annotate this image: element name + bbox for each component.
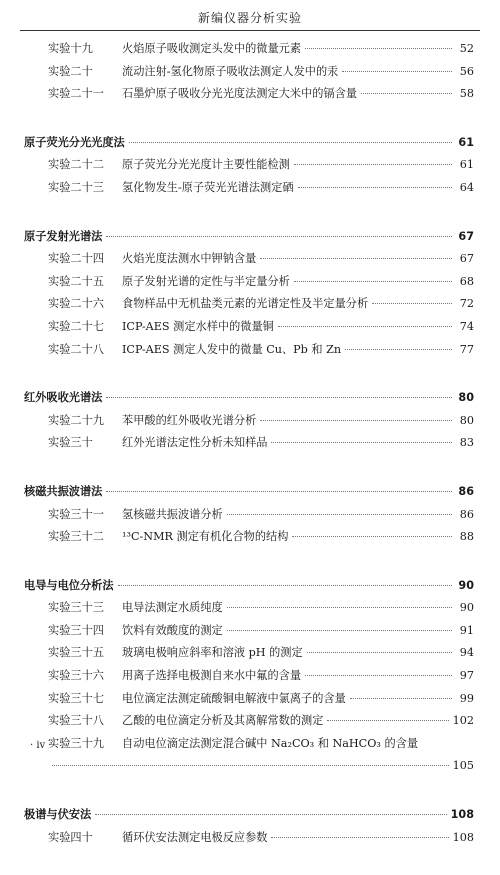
dot-leader	[305, 48, 452, 49]
toc-entry[interactable]	[24, 710, 474, 733]
dot-leader	[227, 514, 452, 515]
dot-leader	[271, 837, 448, 838]
experiment-number: 实验三十八	[48, 714, 104, 728]
toc-entry[interactable]	[24, 38, 474, 61]
chapter-heading[interactable]	[24, 226, 474, 249]
dot-leader	[278, 326, 452, 327]
experiment-title: 石墨炉原子吸收分光光度法测定大米中的镉含量	[122, 87, 357, 101]
chapter-title: 红外吸收光谱法	[24, 391, 103, 405]
experiment-number: 实验二十五	[48, 274, 104, 288]
running-header	[20, 0, 480, 31]
experiment-title: 自动电位滴定法测定混合碱中 Na₂CO₃ 和 NaHCO₃ 的含量	[122, 736, 419, 750]
experiment-title: 循环伏安法测定电极反应参数	[122, 830, 268, 844]
experiment-number: 实验二十九	[48, 413, 104, 427]
toc-entry[interactable]	[24, 293, 474, 316]
chapter-heading[interactable]	[24, 387, 474, 410]
toc-entry[interactable]	[24, 432, 474, 455]
experiment-number: 实验二十八	[48, 342, 104, 356]
experiment-title: 苯甲酸的红外吸收光谱分析	[122, 413, 257, 427]
experiment-page: 90	[459, 601, 474, 615]
chapter-title: 原子荧光分光光度法	[24, 135, 125, 149]
experiment-number: 实验二十	[48, 64, 93, 78]
dot-leader	[118, 585, 452, 586]
toc-entry[interactable]	[24, 827, 474, 850]
experiment-title: 用离子选择电极测自来水中氟的含量	[122, 669, 302, 683]
experiment-page: 58	[459, 87, 474, 101]
dot-leader	[361, 93, 452, 94]
toc-entry[interactable]	[24, 83, 474, 106]
chapter-title: 电导与电位分析法	[24, 578, 114, 592]
experiment-title: 流动注射-氢化物原子吸收法测定人发中的汞	[122, 64, 339, 78]
dot-leader	[305, 675, 452, 676]
experiment-page: 108	[452, 830, 474, 844]
experiment-number: 实验二十二	[48, 158, 104, 172]
experiment-title: 原子荧光分光光度计主要性能检测	[122, 158, 290, 172]
toc-entry[interactable]	[24, 733, 474, 756]
experiment-page: 68	[459, 274, 474, 288]
chapter-page: 67	[458, 229, 474, 243]
dot-leader	[260, 420, 452, 421]
toc-entry[interactable]	[24, 248, 474, 271]
toc-section	[24, 387, 474, 455]
experiment-title: 火焰光度法测水中钾钠含量	[122, 252, 257, 266]
experiment-page: 77	[459, 342, 474, 356]
dot-leader	[345, 349, 452, 350]
experiment-number: 实验三十三	[48, 601, 104, 615]
experiment-page: 74	[459, 319, 474, 333]
experiment-page: 67	[459, 252, 474, 266]
dot-leader	[52, 765, 449, 766]
experiment-title: 乙酸的电位滴定分析及其离解常数的测定	[122, 714, 324, 728]
experiment-page: 97	[459, 669, 474, 683]
toc-entry[interactable]	[24, 410, 474, 433]
dot-leader	[327, 720, 448, 721]
dot-leader	[372, 303, 452, 304]
experiment-number: 实验三十四	[48, 623, 104, 637]
experiment-number: 实验三十一	[48, 507, 104, 521]
experiment-title: ICP-AES 测定水样中的微量铜	[122, 319, 274, 333]
toc-section	[24, 575, 474, 778]
running-header-title: 新编仪器分析实验	[197, 11, 302, 25]
dot-leader	[106, 236, 452, 237]
chapter-heading[interactable]	[24, 481, 474, 504]
experiment-number: 实验三十七	[48, 691, 104, 705]
dot-leader	[294, 164, 452, 165]
experiment-page: 88	[459, 530, 474, 544]
experiment-number: 实验二十四	[48, 252, 104, 266]
experiment-number: 实验三十六	[48, 669, 104, 683]
toc-entry[interactable]	[24, 665, 474, 688]
experiment-number: 实验三十九	[48, 736, 104, 750]
experiment-page: 99	[459, 691, 474, 705]
toc-section	[24, 804, 474, 849]
experiment-title: 玻璃电极响应斜率和溶液 pH 的测定	[122, 646, 303, 660]
chapter-page: 80	[458, 391, 474, 405]
experiment-page: 72	[459, 297, 474, 311]
experiment-page: 91	[459, 623, 474, 637]
table-of-contents	[24, 38, 474, 875]
toc-section	[24, 481, 474, 549]
dot-leader	[260, 258, 452, 259]
page-number: · iv ·	[30, 740, 52, 751]
chapter-page: 61	[458, 135, 474, 149]
experiment-number: 实验十九	[48, 42, 93, 55]
chapter-title: 核磁共振波谱法	[24, 484, 103, 498]
chapter-page: 86	[458, 484, 474, 498]
chapter-page: 108	[450, 808, 474, 822]
experiment-title: 原子发射光谱的定性与半定量分析	[122, 274, 290, 288]
experiment-page: 64	[459, 180, 474, 194]
toc-section	[24, 38, 474, 106]
experiment-page: 105	[452, 759, 474, 773]
experiment-title: 氢化物发生-原子荧光光谱法测定硒	[122, 180, 294, 194]
experiment-number: 实验二十三	[48, 180, 104, 194]
toc-entry-continuation	[24, 755, 474, 778]
toc-entry[interactable]	[24, 504, 474, 527]
chapter-page: 90	[458, 578, 474, 592]
experiment-page: 61	[459, 158, 474, 172]
chapter-heading[interactable]	[24, 132, 474, 155]
experiment-title: 火焰原子吸收测定头发中的微量元素	[122, 42, 302, 55]
experiment-page: 86	[459, 507, 474, 521]
toc-entry[interactable]	[24, 177, 474, 200]
dot-leader	[106, 397, 452, 398]
dot-leader	[129, 142, 452, 143]
toc-entry[interactable]	[24, 642, 474, 665]
toc-entry[interactable]	[24, 620, 474, 643]
experiment-page: 94	[459, 646, 474, 660]
dot-leader	[298, 187, 452, 188]
experiment-title: 电导法测定水质纯度	[122, 601, 223, 615]
experiment-title: ICP-AES 测定人发中的微量 Cu、Pb 和 Zn	[122, 342, 342, 356]
chapter-heading[interactable]	[24, 804, 474, 827]
toc-entry[interactable]	[24, 688, 474, 711]
toc-entry[interactable]	[24, 316, 474, 339]
dot-leader	[292, 536, 452, 537]
toc-section	[24, 132, 474, 200]
dot-leader	[271, 442, 452, 443]
toc-section	[24, 226, 474, 362]
toc-entry[interactable]	[24, 154, 474, 177]
experiment-page: 80	[459, 413, 474, 427]
experiment-title: ¹³C-NMR 测定有机化合物的结构	[122, 530, 289, 544]
experiment-number: 实验二十一	[48, 87, 104, 101]
experiment-number: 实验三十	[48, 436, 93, 450]
experiment-number: 实验三十五	[48, 646, 104, 660]
chapter-title: 原子发射光谱法	[24, 229, 103, 243]
dot-leader	[95, 814, 447, 815]
toc-entry[interactable]	[24, 339, 474, 362]
experiment-title: 饮料有效酸度的测定	[122, 623, 223, 637]
experiment-number: 实验二十六	[48, 297, 104, 311]
experiment-number: 实验三十二	[48, 530, 104, 544]
experiment-title: 电位滴定法测定硫酸铜电解液中氯离子的含量	[122, 691, 346, 705]
experiment-page: 52	[459, 42, 474, 55]
experiment-number: 实验四十	[48, 830, 93, 844]
experiment-number: 实验二十七	[48, 319, 104, 333]
chapter-title: 极谱与伏安法	[24, 808, 92, 822]
experiment-page: 83	[459, 436, 474, 450]
dot-leader	[307, 652, 452, 653]
dot-leader	[342, 71, 452, 72]
toc-entry[interactable]	[24, 597, 474, 620]
dot-leader	[227, 607, 452, 608]
dot-leader	[227, 630, 452, 631]
toc-entry[interactable]	[24, 526, 474, 549]
experiment-title: 氢核磁共振波谱分析	[122, 507, 223, 521]
chapter-heading[interactable]	[24, 575, 474, 598]
experiment-page: 56	[459, 64, 474, 78]
experiment-title: 红外光谱法定性分析未知样品	[122, 436, 268, 450]
toc-entry[interactable]	[24, 271, 474, 294]
dot-leader	[106, 491, 452, 492]
toc-entry[interactable]	[24, 61, 474, 84]
dot-leader	[294, 281, 452, 282]
experiment-page: 102	[452, 714, 474, 728]
dot-leader	[350, 698, 452, 699]
experiment-title: 食物样品中无机盐类元素的光谱定性及半定量分析	[122, 297, 369, 311]
